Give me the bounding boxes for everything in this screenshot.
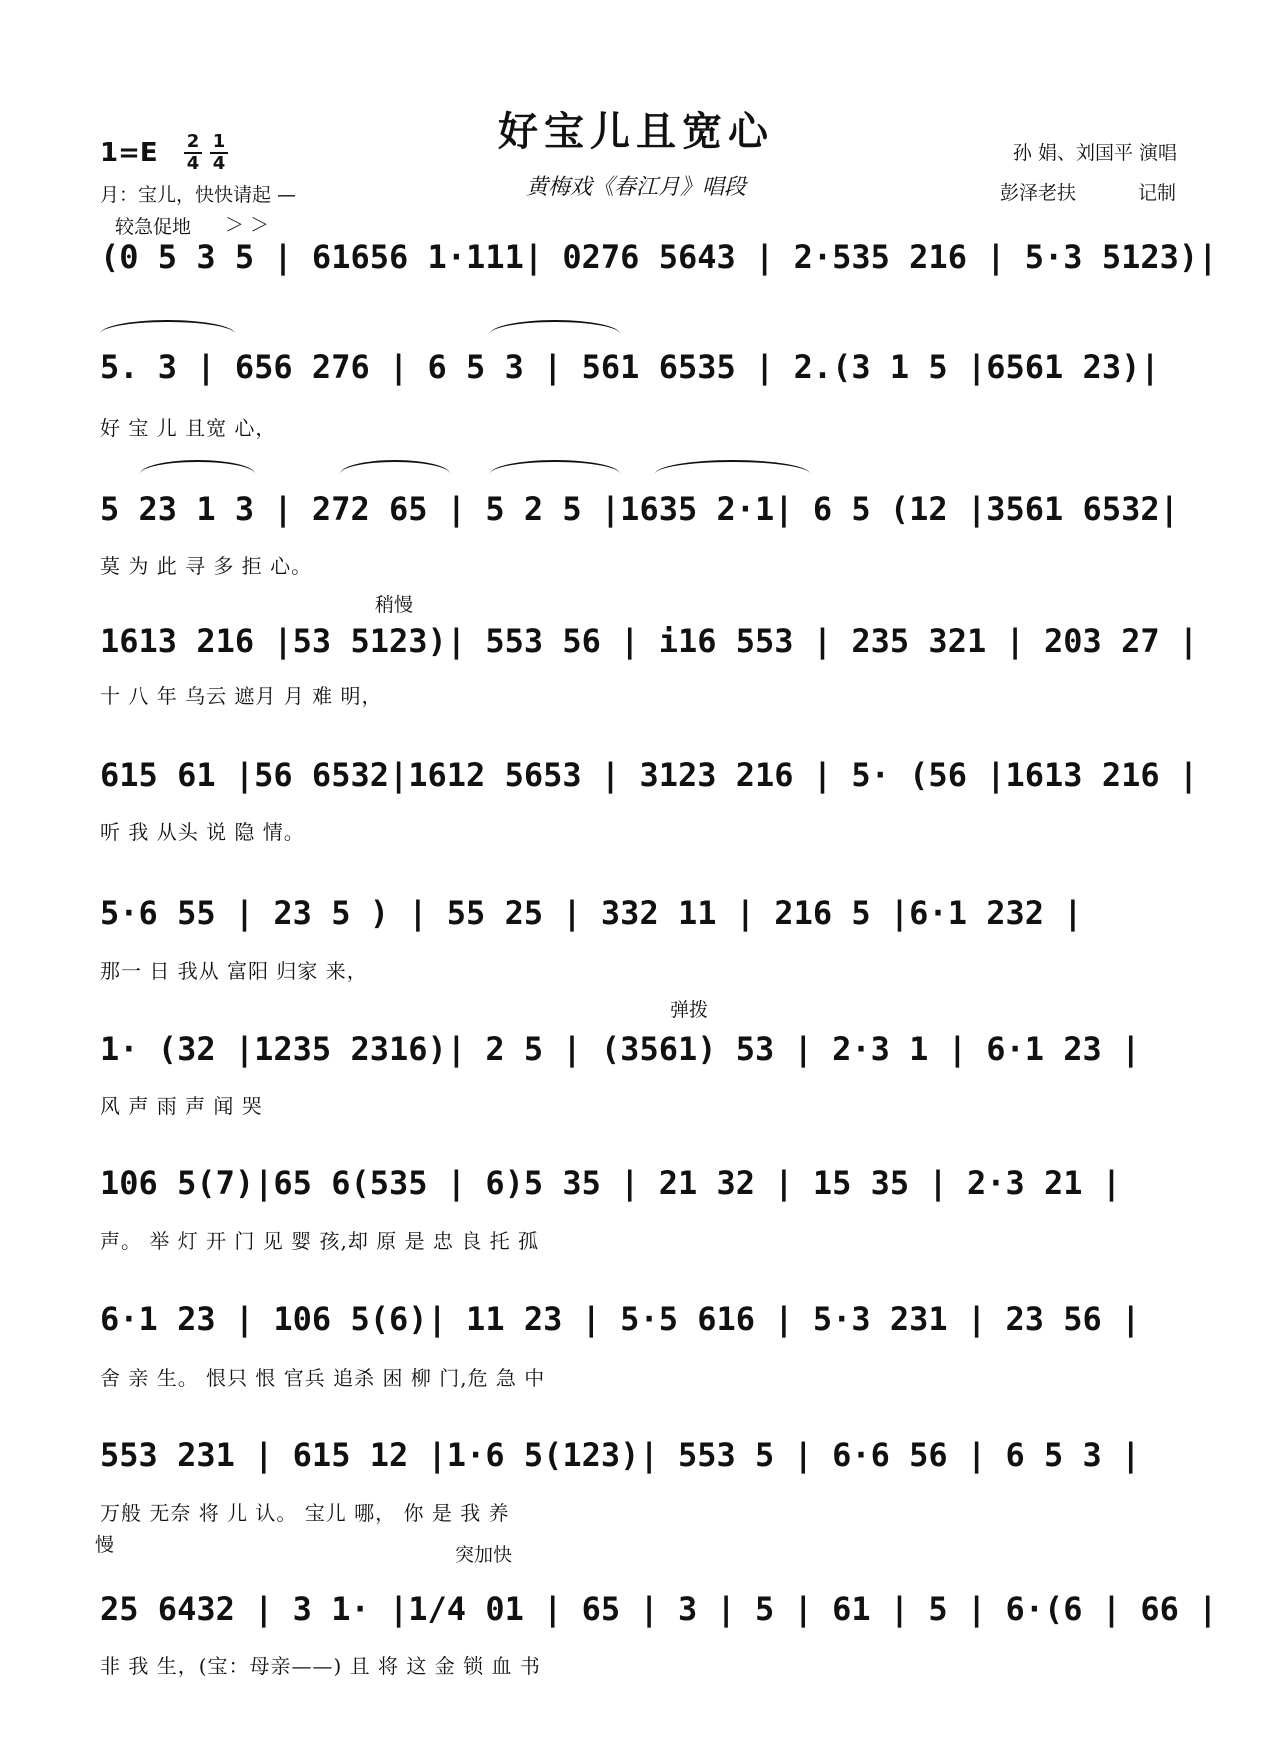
slur: [490, 320, 620, 334]
system-2-lyrics: 好 宝 儿 且宽 心，: [100, 416, 277, 440]
system-10-lyrics: 万般 无奈 将 儿 认。 宝儿 哪， 你 是 我 养: [100, 1501, 510, 1525]
slur: [340, 460, 450, 474]
system-8-notes: 106 5(7)|65 6(535 | 6)5 35 | 21 32 | 15 35 | 2·3 21 |: [100, 1164, 1122, 1202]
system-11-notes: 25 6432 | 3 1· |1/4 01 | 65 | 3 | 5 | 61 | 5 | 6·(6 | 66 |: [100, 1590, 1218, 1628]
tempo-mark-slow: 慢: [95, 1534, 115, 1556]
system-5-lyrics: 听 我 从头 说 隐 情。: [100, 820, 305, 844]
tempo-mark: 较急促地: [115, 216, 192, 238]
system-4-notes: 1613 216 |53 5123)| 553 56 | i16 553 | 235 321 | 203 27 |: [100, 622, 1199, 660]
time-signature-2: 1 4: [208, 132, 230, 174]
system-9-lyrics: 舍 亲 生。 恨只 恨 官兵 追杀 困 柳 门,危 急 中: [100, 1366, 546, 1390]
system-10-notes: 553 231 | 615 12 |1·6 5(123)| 553 5 | 6·6 56 | 6 5 3 |: [100, 1436, 1141, 1474]
system-1-notes: (0 5 3 5 | 61656 1·111| 0276 5643 | 2·535 216 | 5·3 5123)|: [100, 238, 1218, 276]
system-5-notes: 615 61 |56 6532|1612 5653 | 3123 216 | 5· (56 |1613 216 |: [100, 756, 1199, 794]
song-subtitle: 黄梅戏《春江月》唱段: [525, 175, 746, 200]
key-signature: 1=E: [100, 138, 158, 168]
system-6-lyrics: 那一 日 我从 富阳 归家 来，: [100, 959, 368, 983]
system-11-lyrics: 非 我 生，(宝：母亲——) 且 将 这 金 锁 血 书: [100, 1654, 541, 1678]
notation-role: 记制: [1138, 182, 1177, 204]
system-3-lyrics: 莫 为 此 寻 多 拒 心。: [100, 554, 313, 578]
song-title: 好宝儿且宽心: [498, 108, 774, 155]
system-2-notes: 5. 3 | 656 276 | 6 5 3 | 561 6535 | 2.(3 1 5 |6561 23)|: [100, 348, 1160, 386]
slur: [100, 320, 235, 334]
system-6-notes: 5·6 55 | 23 5 ) | 55 25 | 332 11 | 216 5 |6·1 232 |: [100, 894, 1083, 932]
technique-plucking: 弹拨: [670, 999, 709, 1021]
system-7-notes: 1· (32 |1235 2316)| 2 5 | (3561) 53 | 2·3 1 | 6·1 23 |: [100, 1030, 1141, 1068]
tempo-mark-slower: 稍慢: [375, 594, 414, 616]
slur: [490, 460, 620, 474]
system-3-notes: 5 23 1 3 | 272 65 | 5 2 5 |1635 2·1| 6 5 (12 |3561 6532|: [100, 490, 1179, 528]
system-4-lyrics: 十 八 年 乌云 遮月 月 难 明，: [100, 684, 383, 708]
intro-text: 月：宝儿，快快请起 —: [100, 184, 297, 206]
tempo-mark-sudden-faster: 突加快: [455, 1544, 513, 1566]
notation-author: 彭泽老扶: [1000, 182, 1077, 204]
slur: [655, 460, 810, 474]
system-8-lyrics: 声。 举 灯 开 门 见 婴 孩,却 原 是 忠 良 托 孤: [100, 1229, 540, 1253]
time-signature-1: 2 4: [182, 132, 204, 174]
performers: 孙 娟、刘国平 演唱: [1012, 142, 1177, 164]
accent-marks: ＞ ＞: [225, 214, 270, 236]
slur: [140, 460, 255, 474]
system-9-notes: 6·1 23 | 106 5(6)| 11 23 | 5·5 616 | 5·3 231 | 23 56 |: [100, 1300, 1141, 1338]
system-7-lyrics: 风 声 雨 声 闻 哭: [100, 1094, 263, 1118]
